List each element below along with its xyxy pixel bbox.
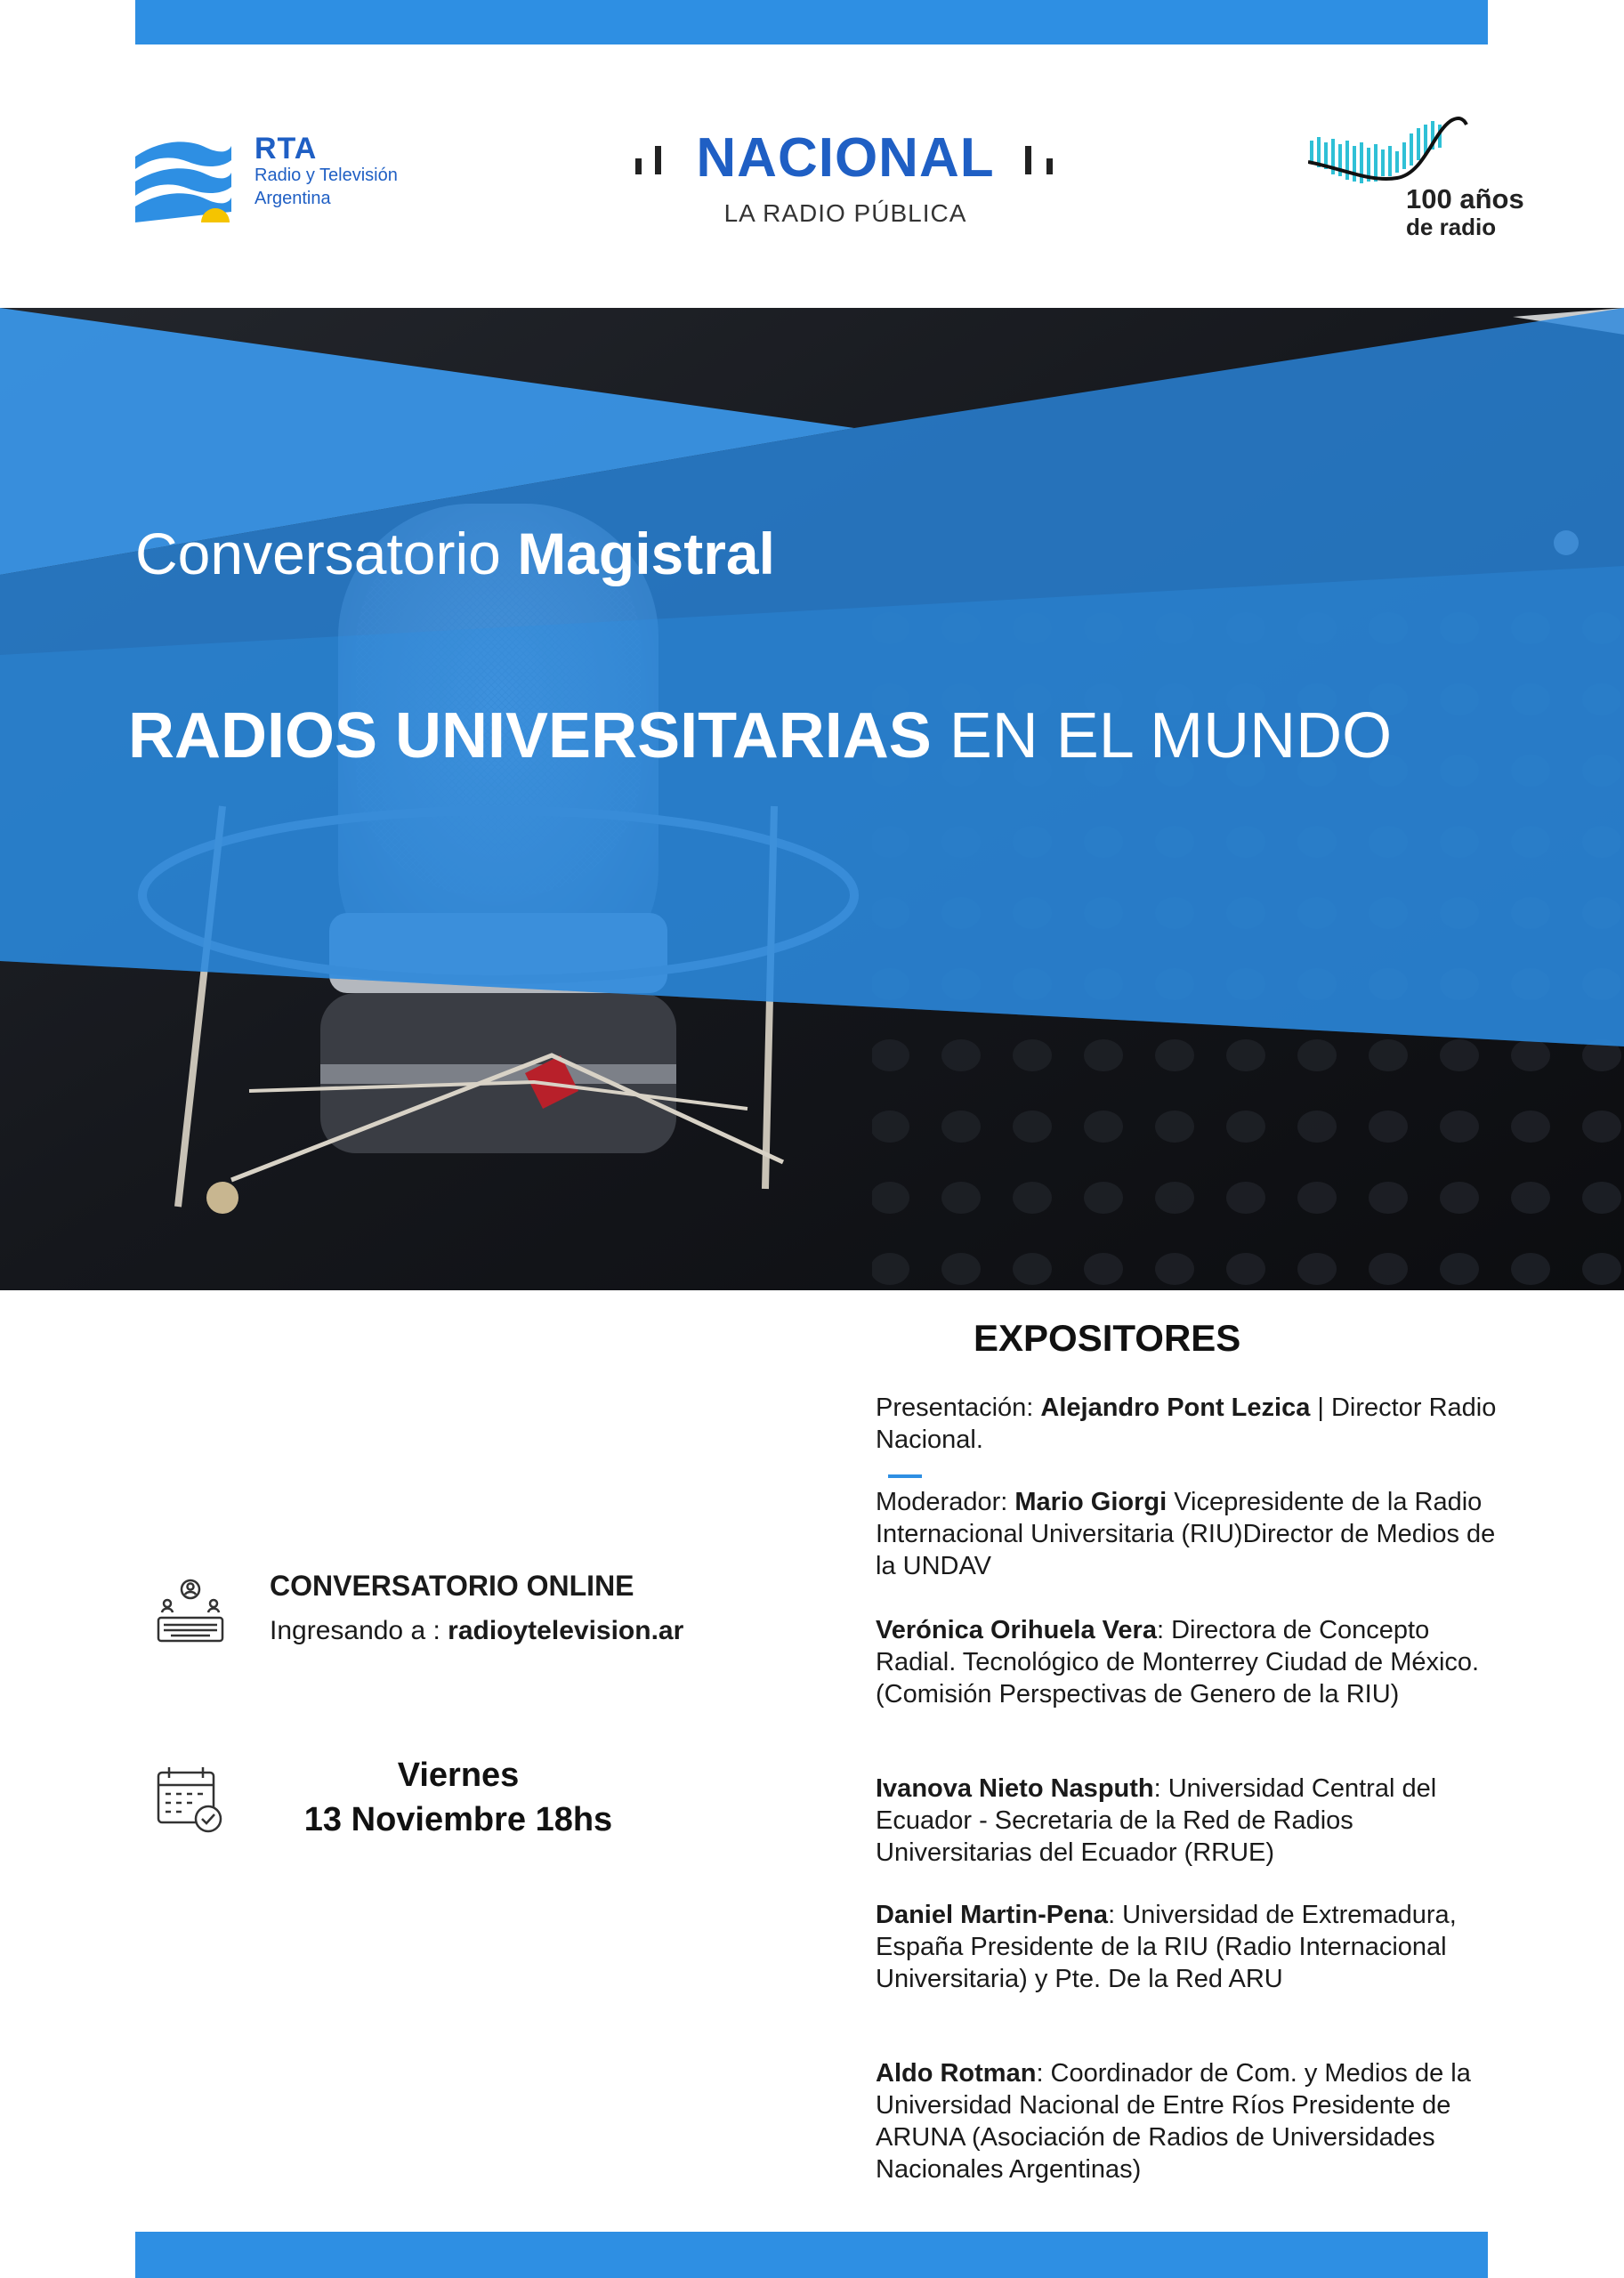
rta-logo-text xyxy=(255,133,398,210)
speaker-item xyxy=(876,1614,1499,1710)
hero-headline-bold: RADIOS UNIVERSITARIAS xyxy=(128,700,932,771)
nacional-logo xyxy=(623,123,1068,228)
speaker-name: Mario Giorgi xyxy=(1014,1488,1168,1516)
hero-headline-light: EN EL MUNDO xyxy=(931,700,1393,771)
calendar-check-icon xyxy=(155,1764,226,1835)
event-date xyxy=(267,1753,650,1842)
online-title: CONVERSATORIO ONLINE xyxy=(270,1570,634,1602)
speaker-item xyxy=(876,1486,1499,1582)
speaker-role: Presentación: xyxy=(876,1393,1041,1422)
speaker-item xyxy=(876,1392,1499,1456)
hero-title-bold: Magistral xyxy=(517,521,775,586)
speaker-desc: : Directora de Concepto Radial. Tecnológico de Monterrey Ciudad de México. (Comisión Perspectivas de Genero de la RIU) xyxy=(876,1616,1480,1708)
hero-title-light: Conversatorio xyxy=(135,521,518,586)
speaker-desc: Vicepresidente de la Radio Internacional Universitaria (RIU)Director de Medios de la UNDAV xyxy=(876,1488,1496,1580)
speaker-name: Ivanova Nieto Nasputh xyxy=(876,1774,1154,1803)
centenario-line2: de radio xyxy=(1406,214,1497,240)
event-date-time: 13 Noviembre 18hs xyxy=(303,1801,613,1838)
speaker-name: Daniel Martin-Pena xyxy=(876,1901,1109,1929)
speaker-role: Moderador: xyxy=(876,1488,1015,1516)
speaker-desc: | Director Radio Nacional. xyxy=(876,1393,1497,1454)
speaker-item xyxy=(876,1773,1499,1869)
speaker-item xyxy=(876,1899,1499,1995)
hero-title xyxy=(135,518,775,589)
rta-line1: Radio y Televisión xyxy=(255,166,398,185)
top-accent-bar xyxy=(135,0,1488,44)
expositores-title: EXPOSITORES xyxy=(974,1317,1241,1359)
bottom-accent-bar xyxy=(135,2232,1488,2278)
rta-line2: Argentina xyxy=(255,189,331,208)
online-users-keyboard-icon xyxy=(155,1575,226,1646)
nacional-name: NACIONAL xyxy=(696,127,995,189)
hero-headline xyxy=(128,696,1392,776)
speaker-name: Alejandro Pont Lezica xyxy=(1040,1393,1311,1422)
speaker-desc: : Universidad Central del Ecuador - Secretaria de la Red de Radios Universitarias del Ecuador (RRUE) xyxy=(876,1774,1437,1867)
centenario-line1: 100 años xyxy=(1406,183,1524,214)
nacional-subtitle: LA RADIO PÚBLICA xyxy=(723,199,967,227)
online-access xyxy=(270,1616,683,1646)
rta-name: RTA xyxy=(255,132,318,166)
section-divider xyxy=(888,1474,922,1478)
speaker-desc: : Coordinador de Com. y Medios de la Universidad Nacional de Entre Ríos Presidente de ARUNA (Asociación de Radios de Universidades Nacionales Argentinas) xyxy=(876,2059,1471,2184)
online-prefix: Ingresando a : xyxy=(270,1616,448,1645)
microphone-photo xyxy=(0,308,1624,1290)
speaker-desc: : Universidad de Extremadura, España Presidente de la RIU (Radio Internacional Universitaria) y Pte. De la Red ARU xyxy=(876,1901,1457,1993)
speaker-name: Verónica Orihuela Vera xyxy=(876,1616,1157,1644)
speaker-item xyxy=(876,2057,1499,2185)
speaker-name: Aldo Rotman xyxy=(876,2059,1037,2088)
event-day: Viernes xyxy=(397,1757,520,1794)
online-url-link[interactable]: radioytelevision.ar xyxy=(448,1616,684,1645)
